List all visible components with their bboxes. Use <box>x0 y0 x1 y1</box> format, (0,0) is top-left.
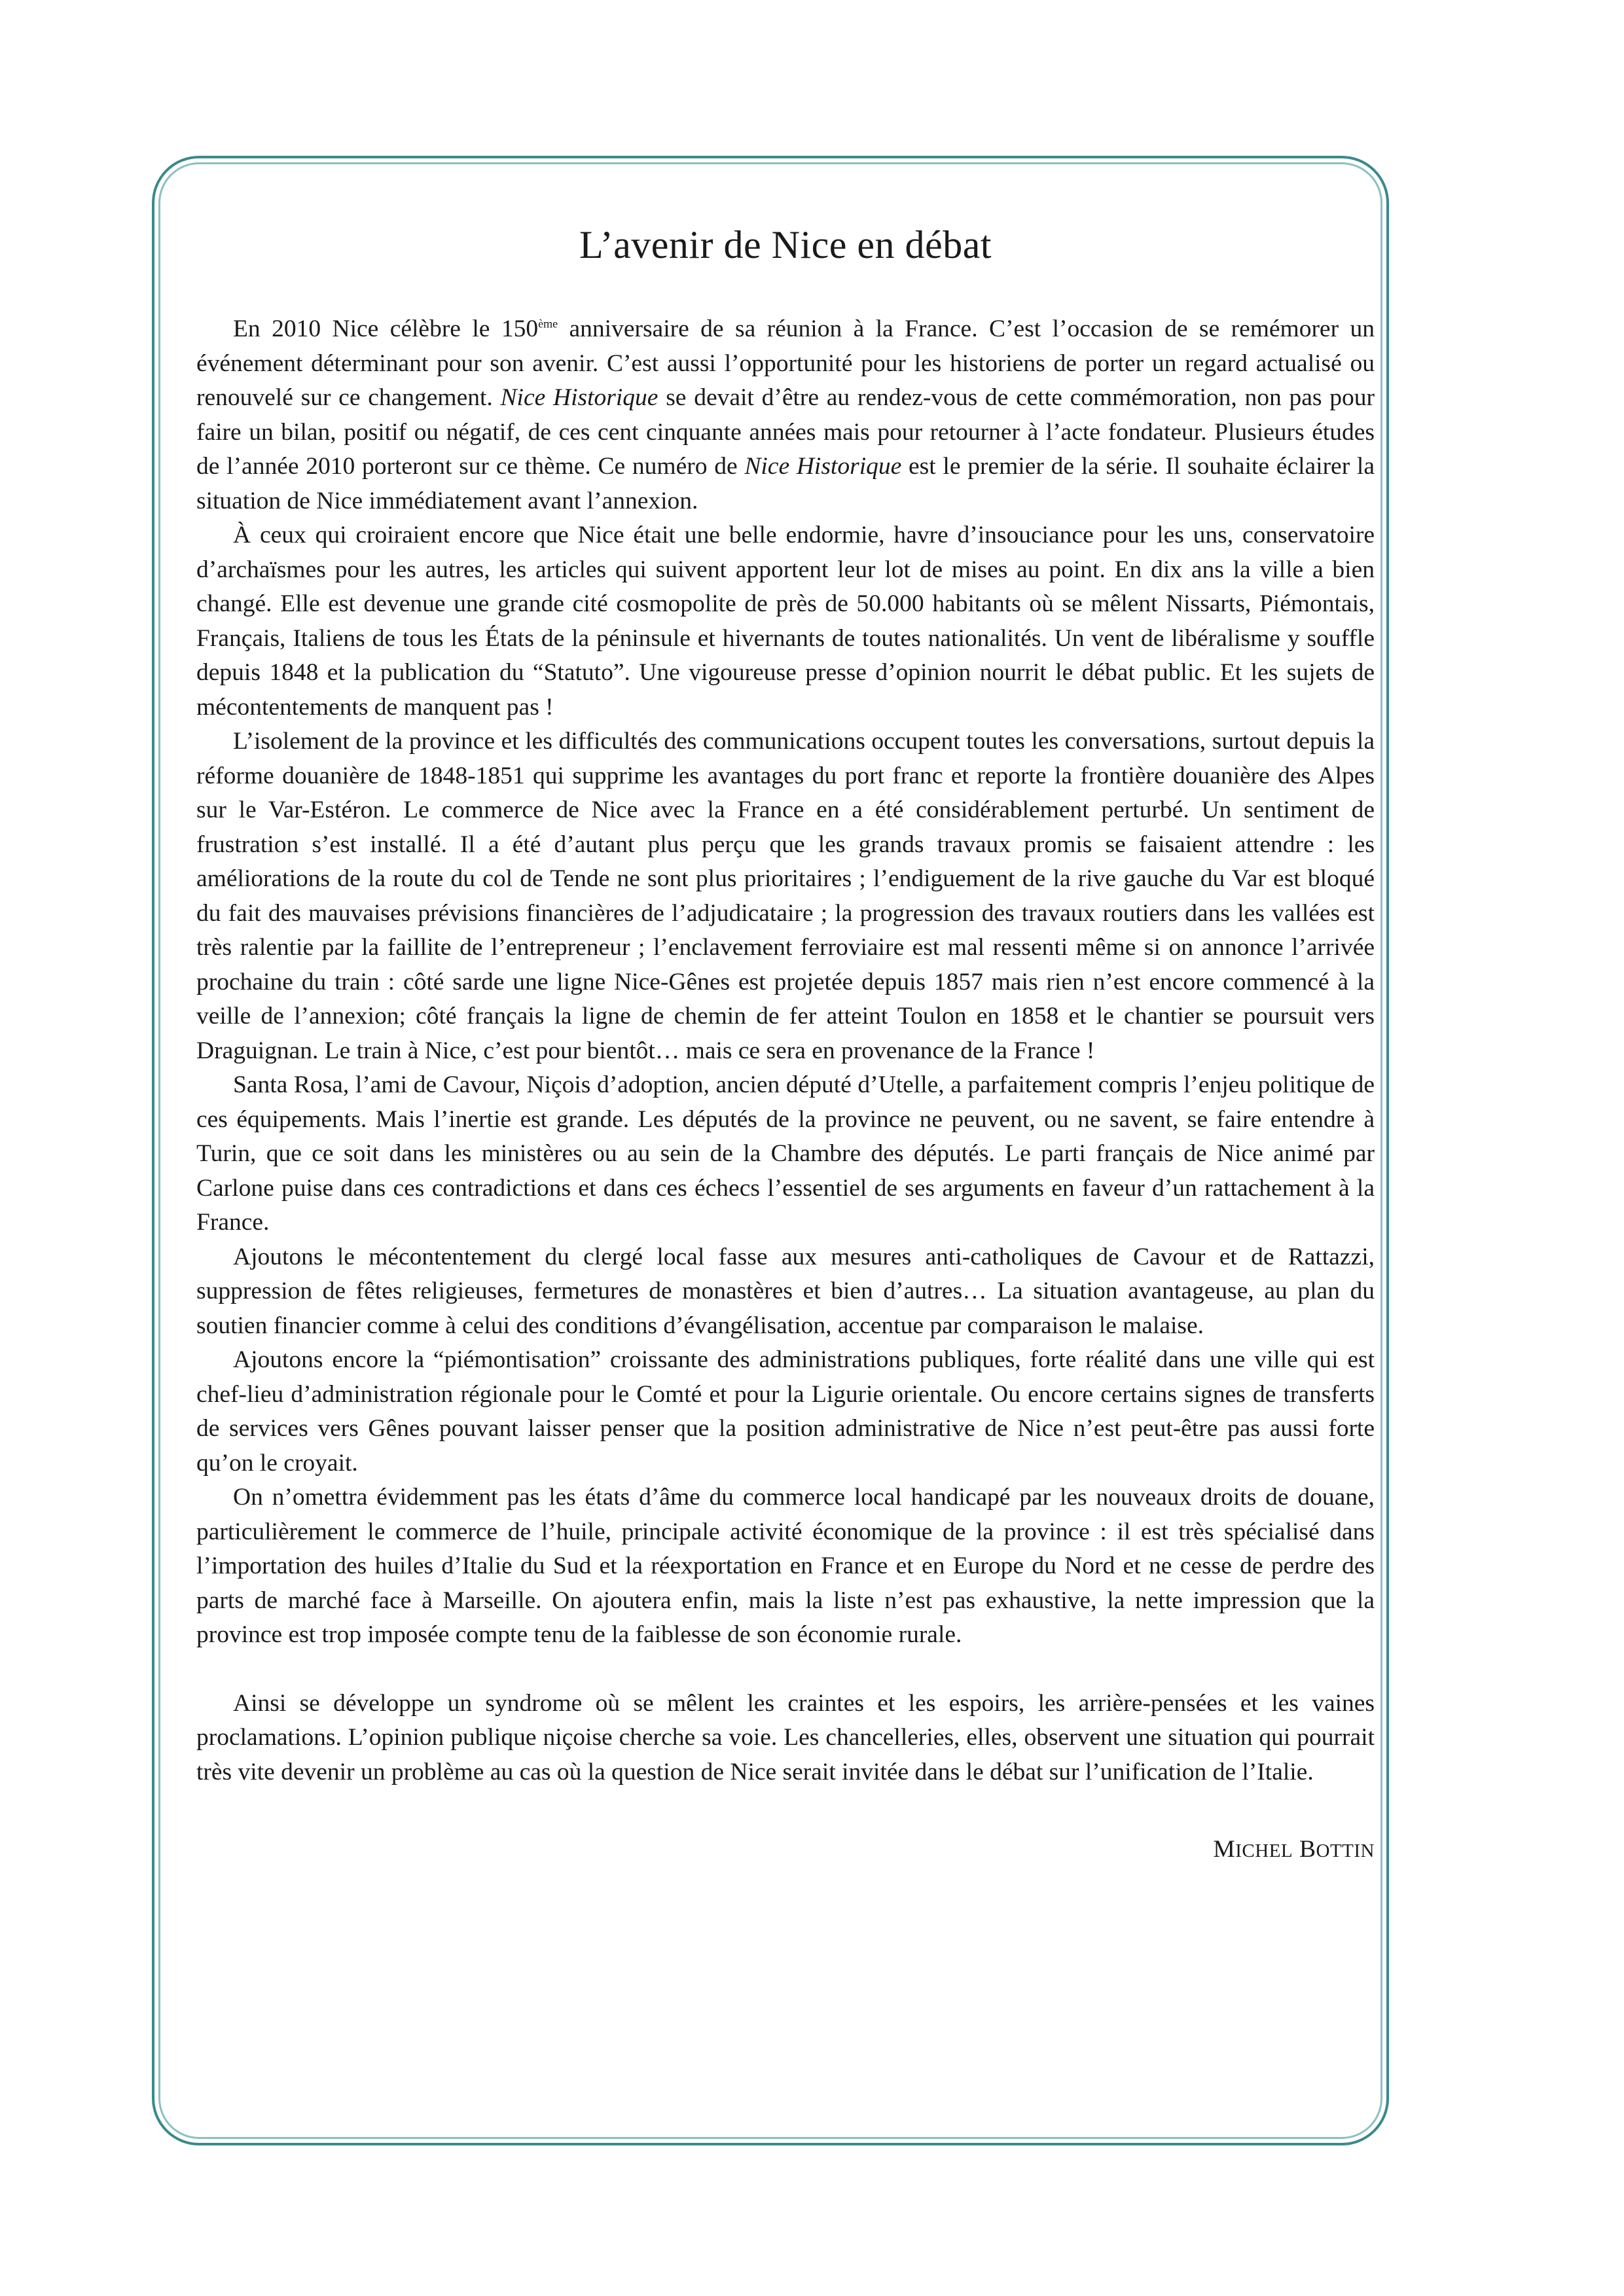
paragraph-3: L’isolement de la province et les difficultés des communications occupent toutes les conversations, surtout depuis la réforme douanière de 1848-1851 qui supprime les avantages du port franc et reporte la frontière douanière des Alpes sur le Var-Estéron. Le commerce de Nice avec la France en a été considérablement perturbé. Un sentiment de frustration s’est installé. Il a été d’autant plus perçu que les grands travaux promis se faisaient attendre : les améliorations de la route du col de Tende ne sont plus prioritaires ; l’endiguement de la rive gauche du Var est bloqué du fait des mauvaises prévisions financières de l’adjudicataire ; la progression des travaux routiers dans les vallées est très ralentie par la faillite de l’entrepreneur ; l’enclavement ferroviaire est mal ressenti même si on annonce l’arrivée prochaine du train : côté sarde une ligne Nice-Gênes est projetée depuis 1857 mais rien n’est encore commencé à la veille de l’annexion; côté français la ligne de chemin de fer atteint Toulon en 1858 et le chantier se poursuit vers Draguignan. Le train à Nice, c’est pour bientôt… mais ce sera en provenance de la France ! <box>196 728 1375 1064</box>
signature-last-rest: OTTIN <box>1316 1840 1375 1861</box>
article-title: L’avenir de Nice en débat <box>579 223 992 266</box>
paragraph-1-part-c: se devait d’être au rendez-vous de cette commémoration, non pas pour faire un bilan, positif ou négatif, de ces cent cinquante années mais pour retourner à l’acte fondateur. Plusieurs études de l’année 2010 porteront sur ce thème. Ce numéro de <box>196 384 1375 480</box>
journal-title-italic: Nice Historique <box>744 453 902 480</box>
paragraph-5: Ajoutons le mécontentement du clergé local fasse aux mesures anti-catholiques de Cavour et de Rattazzi, suppression de fêtes religieuses, fermetures de monastères et bien d’autres… La situation avantageuse, au plan du soutien financier comme à celui des conditions d’évangélisation, accentue par comparaison le malaise. <box>196 1243 1375 1339</box>
paragraph-4: Santa Rosa, l’ami de Cavour, Niçois d’adoption, ancien député d’Utelle, a parfaitement compris l’enjeu politique de ces équipements. Mais l’inertie est grande. Les députés de la province ne peuvent, ou ne savent, se faire entendre à Turin, que ce soit dans les ministères ou au sein de la Chambre des députés. Le parti français de Nice animé par Carlone puise dans ces contradictions et dans ces échecs l’essentiel de ses arguments en faveur d’un rattachement à la France. <box>196 1071 1375 1236</box>
paragraph-6: Ajoutons encore la “piémontisation” croissante des administrations publiques, forte réalité dans une ville qui est chef-lieu d’administration régionale pour le Comté et pour la Ligurie orientale. Ou encore certains signes de transferts de services vers Gênes pouvant laisser penser que la position administrative de Nice n’est peut-être pas aussi forte qu’on le croyait. <box>196 1346 1375 1477</box>
signature-last-initial: B <box>1299 1836 1316 1863</box>
paragraph-2: À ceux qui croiraient encore que Nice était une belle endormie, havre d’insouciance pour les uns, conservatoire d’archaïsmes pour les autres, les articles qui suivent apportent leur lot de mises au point. En dix ans la ville a bien changé. Elle est devenue une grande cité cosmopolite de près de 50.000 habitants où se mêlent Nissarts, Piémontais, Français, Italiens de tous les États de la péninsule et hivernants de toutes nationalités. Un vent de libéralisme y souffle depuis 1848 et la publication du “Statuto”. Une vigoureuse presse d’opinion nourrit le débat public. Et les sujets de mécontentements de manquent pas ! <box>196 522 1375 721</box>
paragraph-7: On n’omettra évidemment pas les états d’âme du commerce local handicapé par les nouveaux droits de douane, particulièrement le commerce de l’huile, principale activité économique de la province : il est très spécialisé dans l’importation des huiles d’Italie du Sud et la réexportation en France et en Europe du Nord et ne cesse de perdre des parts de marché face à Marseille. On ajoutera enfin, mais la liste n’est pas exhaustive, la nette impression que la province est trop imposée compte tenu de la faiblesse de son économie rurale. <box>196 1484 1375 1648</box>
paragraph-1 <box>196 312 1375 518</box>
journal-title-italic: Nice Historique <box>500 384 659 411</box>
author-signature <box>196 1835 1375 1863</box>
paragraph-1-part-b: anniversaire de sa réunion à la France. C’est l’occasion de se remémorer un événement déterminant pour son avenir. C’est aussi l’opportunité pour les historiens de porter un regard actualisé ou renouvelé sur ce changement. <box>196 315 1375 411</box>
article <box>196 196 1375 1863</box>
signature-first-rest: ICHEL <box>1235 1840 1293 1861</box>
paragraph-1-part-a: En 2010 Nice célèbre le 150 <box>233 315 539 342</box>
paragraph-1-part-d: est le premier de la série. Il souhaite éclairer la situation de Nice immédiatement avant l’annexion. <box>196 453 1375 514</box>
signature-first-initial: M <box>1213 1836 1236 1863</box>
ordinal-superscript: ème <box>538 317 558 331</box>
paragraph-spacer <box>196 1653 1375 1687</box>
paragraph-8: Ainsi se développe un syndrome où se mêlent les craintes et les espoirs, les arrière-pensées et les vaines proclamations. L’opinion publique niçoise cherche sa voie. Les chancelleries, elles, observent une situation qui pourrait très vite devenir un problème au cas où la question de Nice serait invitée dans le débat sur l’unification de l’Italie. <box>196 1689 1375 1785</box>
